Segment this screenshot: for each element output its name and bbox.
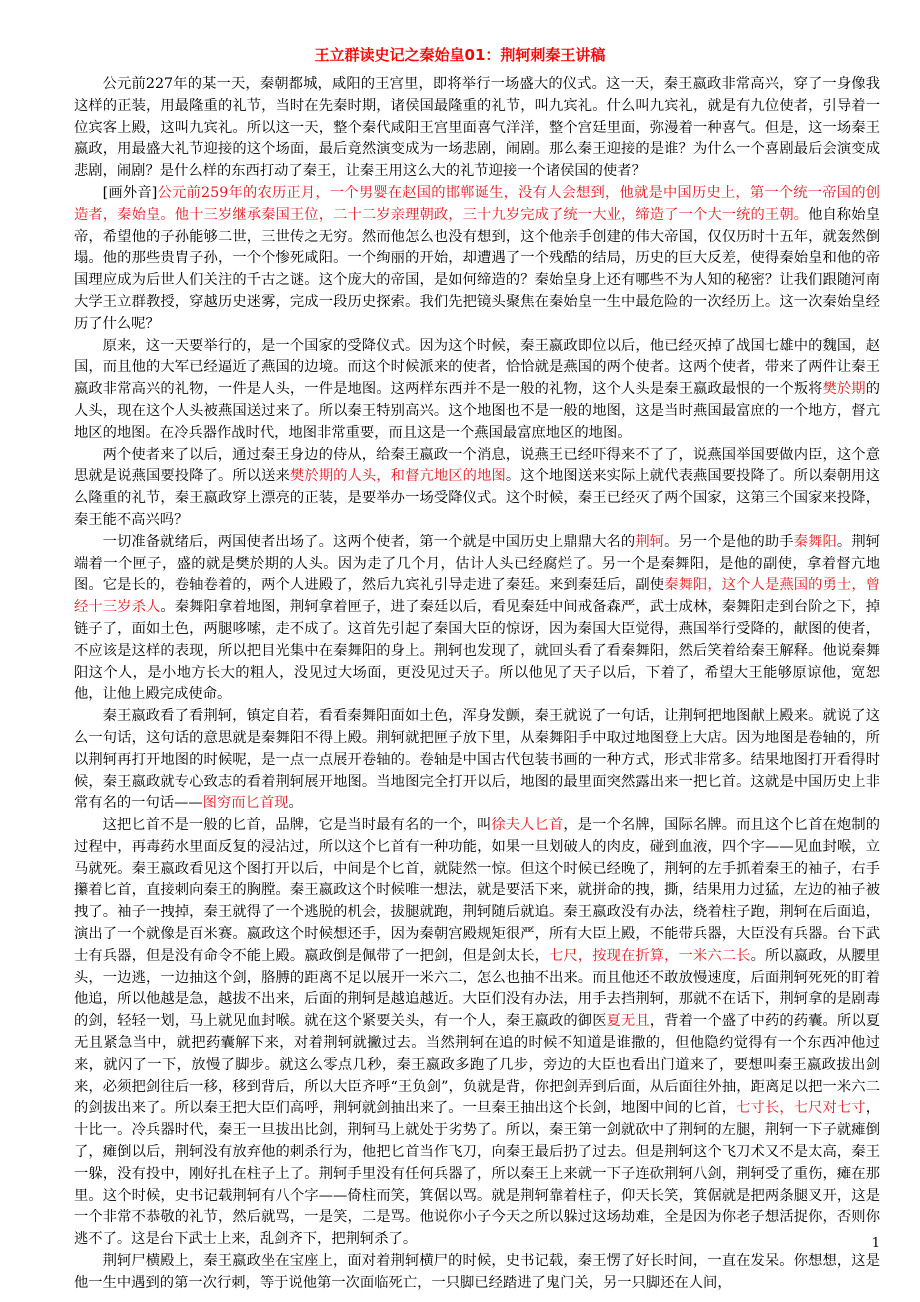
highlighted-text: 七寸长，七尺对七寸 bbox=[736, 1100, 866, 1117]
text-run: 两个使者来了以后，通过秦王身边的侍从，给秦王嬴政一个消息，说燕王已经吓得来不了了，说燕国举国要做内臣，这个意思就是说燕国要投降了。所以送来 bbox=[74, 446, 880, 485]
article-body bbox=[74, 74, 880, 1295]
text-run: 公元前227年的某一天，秦朝都城，咸阳的王宫里，即将举行一场盛大的仪式。这一天，秦王嬴政非常高兴，穿了一身像我这样的正装，用最隆重的礼节，当时在先秦时期，诸侯国最隆重的礼节，叫九宾礼。什么叫九宾礼，就是有九位使者，引导着一位宾客上殿，这叫九宾礼。所以这一天，整个秦代咸阳王宫里面喜气洋洋，整个宫廷里面，弥漫着一种喜气。但是，这一场秦王嬴政，用最盛大礼节迎接的这个场面，最后竟然演变成为一场悲剧，闹剧。那么秦王迎接的是谁？为什么一个喜剧最后会演变成悲剧，闹剧？是什么样的东西打动了秦王，让秦王用这么大的礼节迎接一个诸侯国的使者？ bbox=[74, 76, 880, 180]
text-run: 一切准备就绪后，两国使者出场了。这两个使者，第一个就是中国历史上鼎鼎大名的 bbox=[102, 533, 636, 550]
paragraph bbox=[74, 1251, 880, 1295]
highlighted-text: 七尺，按现在折算，一米六二长 bbox=[549, 947, 751, 964]
paragraph bbox=[74, 532, 880, 706]
highlighted-text: 秦舞阳 bbox=[793, 533, 837, 550]
text-run: 。荆轲端着一个匣子，盛的就是樊於期的人头。因为走了几个月，估计人头已经腐烂了。另一个是秦舞阳，是他的副使，拿着督亢地图。它是长的，卷轴卷着的，两个人进殿了，然后九宾礼引导走进了秦廷。来到秦廷后，副使 bbox=[74, 533, 881, 594]
paragraph bbox=[74, 706, 880, 815]
highlighted-text: 夏无且 bbox=[606, 1013, 650, 1030]
text-run: 他自称始皇帝，希望他的子孙能够二世，三世传之无穷。然而他怎么也没有想到，这个他亲手创建的伟大帝国，仅仅历时十五年，就轰然倒塌。他的那些贵胄子孙，一个个惨死咸阳。一个绚丽的开始，却遭遇了一个残酷的结局，历史的巨大反差，使得秦始皇和他的帝国理应成为后世人们关注的千古之谜。这个庞大的帝国，是如何缔造的？秦始皇身上还有哪些不为人知的秘密？让我们跟随河南大学王立群教授，穿越历史迷雾，完成一段历史探索。我们先把镜头聚焦在秦始皇一生中最危险的一次经历上。这一次秦始皇经历了什么呢？ bbox=[74, 206, 881, 332]
highlighted-text: 图穷而匕首现 bbox=[202, 795, 289, 812]
highlighted-text: 徐夫人匕首 bbox=[491, 817, 564, 834]
text-run: 。这个地图送来实际上就代表燕国要投降了。所以秦朝用这么隆重的礼节，秦王嬴政穿上漂亮的正装，是要举办一场受降仪式。这个时候，秦王已经灭了两个国家，这第三个国家来投降，秦王能不高兴吗？ bbox=[74, 468, 881, 528]
text-run: 。秦舞阳拿着地图，荆轲拿着匣子，进了秦廷以后，看见秦廷中间戒备森严，武士成林，秦舞阳走到台阶之下，掉链子了，面如土色，两腿哆嗦，走不成了。这首先引起了秦国大臣的惊讶，因为秦国大臣觉得，燕国举行受降的，献图的使者，不应该是这样的表现，所以把目光集中在秦舞阳的身上。荆轲也发现了，就回头看了看秦舞阳，然后笑着给秦王解释。他说秦舞阳这个人，是小地方长大的粗人，没见过大场面，更没见过天子。所以他见了天子以后，下着了，希望大王能够原谅他，宽恕他，让他上殿完成使命。 bbox=[74, 599, 881, 703]
highlighted-text: 荆轲 bbox=[635, 533, 665, 550]
document-title: 王立群读史记之秦始皇01：荆轲刺秦王讲稿 bbox=[314, 46, 606, 64]
text-run: ，十比一。冷兵器时代，秦王一旦拔出比剑，荆轲马上就处于劣势了。所以，秦王第一剑就砍中了荆轲的左腿，荆轲一下子就瘫倒了，瘫倒以后，荆轲没有放弃他的刺杀行为，他把匕首当作飞刀，向秦王最后扔了过去。但是荆轲这个飞刀术又不是太高，秦王一躲，没有投中，刚好扎在柱子上了。荆轲手里没有任何兵器了，所以秦王上来就一下子连砍荆轲八剑，荆轲受了重伤，瘫在那里。这个时候，史书记载荆轲有八个字——倚柱而笑，箕倨以骂。就是荆轲靠着柱子，仰天长笑，箕倨就是把两条腿叉开，这是一个非常不恭敬的礼节，然后就骂，一是笑，二是骂。他说你小子今天之所以躲过这场劫难，全是因为你老子想活捉你，否则你逃不了。这是台下武士上来，乱剑齐下，把荆轲杀了。 bbox=[74, 1100, 881, 1248]
text-run: 原来，这一天要举行的，是一个国家的受降仪式。因为这个时候，秦王嬴政即位以后，他已经灭掉了战国七雄中的魏国，赵国，而且他的大军已经逼近了燕国的边境。而这个时候派来的使者，恰恰就是燕国的两个使者。这两个使者，带来了两件让秦王嬴政非常高兴的礼物，一件是人头，一件是地图。这两样东西并不是一般的礼物，这个人头是秦王嬴政最恨的一个叛将 bbox=[74, 337, 880, 398]
text-run: ，是一个名牌，国际名牌。而且这个匕首在炮制的过程中，再毒药水里面反复的浸沾过，所以这个匕首有一种功能，如果一旦划破人的肉皮，碰到血液，四个字——见血封喉，立马就死。秦王嬴政看见这个图打开以后，中间是个匕首，就陡然一惊。但这个时候已经晚了，荆轲的左手抓着秦王的袖子，右手攥着匕首，直接刺向秦王的胸膛。秦王嬴政这个时候唯一想法，就是要活下来，就拼命的拽，撕，结果用力过猛，左边的袖子被拽了。袖子一拽掉，秦王就得了一个逃脱的机会，拔腿就跑，荆轲随后就追。秦王嬴政没有办法，绕着柱子跑，荆轲在后面追，演出了一个就像是百米赛。嬴政这个时候想还手，因为秦朝宫殿规矩很严，所有大臣上殿，不能带兵器，大臣没有兵器。台下武士有兵器，但是没有命令不能上殿。嬴政倒是佩带了一把剑，但是剑太长， bbox=[74, 817, 881, 964]
highlighted-text: 公元前259年的农历正月，一个男婴在赵国的邯郸诞生，没有人会想到，他就是中国历史上，第一个统一帝国的创造者，秦始皇。他十三岁继承秦国王位，二十二岁亲理朝政，三十九岁完成了统一大业，缔造了一个大一统的王朝。 bbox=[74, 184, 880, 223]
paragraph bbox=[74, 183, 880, 336]
text-run: 。 bbox=[288, 795, 303, 812]
text-run: 。另一个是他的助手 bbox=[664, 533, 794, 550]
text-run: 荆轲尸横殿上，秦王嬴政坐在宝座上，面对着荆轲横尸的时候，史书记载，秦王愣了好长时间，一直在发呆。你想想，这是他一生中遇到的第一次行刺，等于说他第一次面临死亡，一只脚已经踏进了鬼门关，另一只脚还在人间， bbox=[74, 1253, 880, 1291]
text-run: 的人头，现在这个人头被燕国送过来了。所以秦王特别高兴。这个地图也不是一般的地图，这是当时燕国最富庶的一个地方，督亢地区的地图。在冷兵器作战时代，地图非常重要，而且这是一个燕国最富庶地区的地图。 bbox=[74, 381, 880, 441]
text-run: 秦王嬴政看了看荆轲，镇定自若，看看秦舞阳面如土色，浑身发颤，秦王就说了一句话，让荆轲把地图献上殿来。就说了这么一句话，这句话的意思就是秦舞阳不得上殿。荆轲就把匣子放下里，从秦舞阳手中取过地图登上大店。因为地图是卷轴的，所以荆轲再打开地图的时候呢，是一点一点展开卷轴的。卷轴是中国古代包装书画的一种方式，形式非常多。结果地图打开看得时候，秦王嬴政就专心致志的看着荆轲展开地图。当地图完全打开以后，地图的最里面突然露出来一把匕首。这就是中国历史上非常有名的一句话—— bbox=[74, 708, 880, 812]
paragraph bbox=[74, 74, 880, 183]
highlighted-text: 樊於期的人头，和督亢地区的地图 bbox=[289, 468, 506, 485]
paragraph bbox=[74, 815, 880, 1251]
text-run: ，背着一个盛了中药的药囊。所以夏无且紧急当中，就把药囊解下来，对着荆轲就撇过去。当然荆轲在追的时候不知道是谁撒的，但他隐约觉得有一个东西冲他过来，就闪了一下，放慢了脚步。就这么零点几秒，秦王嬴政多跑了几步，旁边的大臣也看出门道来了，要想叫秦王嬴政拔出剑来，必须把剑往后一移，移到背后，所以大臣齐呼“王负剑”，负就是背，你把剑弄到后面，从后面往外抽，距离足以把一米六二的剑拔出来了。所以秦王把大臣们高呼，荆轲就剑抽出来了。一旦秦王抽出这个长剑，地图中间的匕首， bbox=[74, 1013, 881, 1117]
text-run: [画外音] bbox=[102, 184, 158, 201]
text-run: 。所以嬴政，从腰里头，一边逃，一边抽这个剑，胳膊的距离不足以展开一米六二，怎么也抽不出来。而且他还不敢放慢速度，后面荆轲死死的盯着他追，所以他越是急，越拔不出来，后面的荆轲是越追越近。大臣们没有办法，用手去挡荆轲，那就不在话下，荆轲拿的是剧毒的剑，轻轻一划，马上就见血封喉。就在这个紧要关头，有一个人，秦王嬴政的御医 bbox=[74, 947, 881, 1030]
highlighted-text: 樊於期 bbox=[822, 381, 866, 398]
paragraph bbox=[74, 336, 880, 445]
text-run: 这把匕首不是一般的匕首，品牌，它是当时最有名的一个，叫 bbox=[102, 817, 492, 834]
highlighted-text: 秦舞阳，这个人是燕国的勇士，曾经十三岁杀人 bbox=[74, 577, 881, 616]
page-number: 1 bbox=[871, 1236, 880, 1251]
paragraph bbox=[74, 445, 880, 532]
